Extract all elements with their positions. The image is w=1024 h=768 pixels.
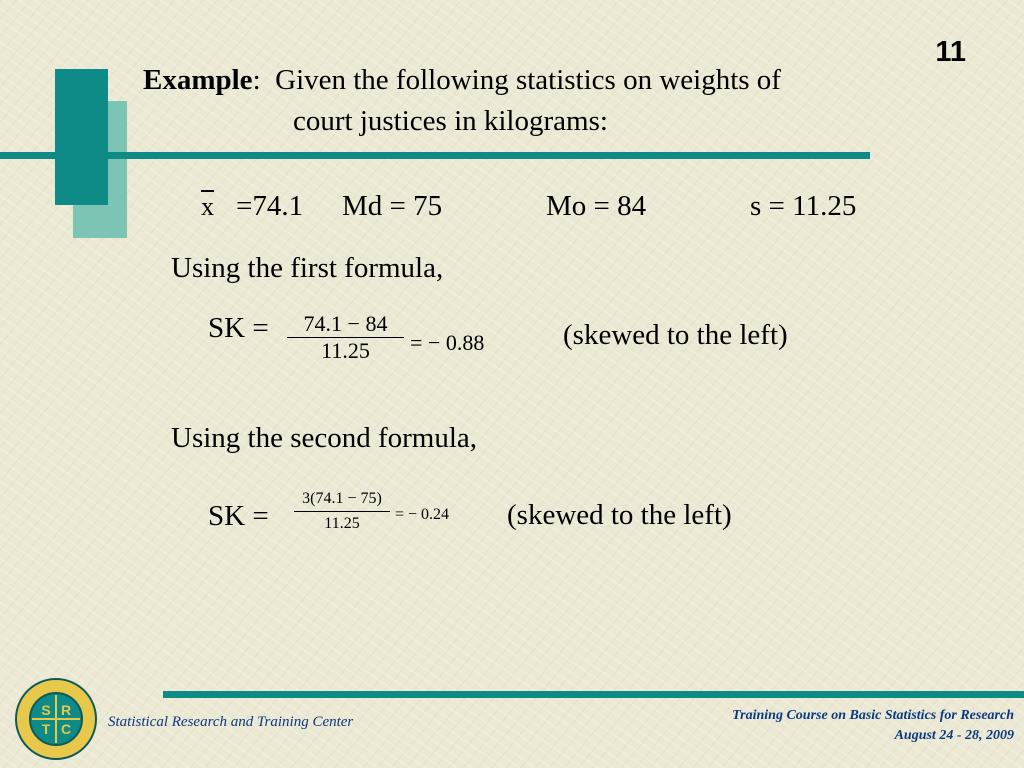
logo-letter-t: T bbox=[41, 721, 51, 737]
formula1-fraction bbox=[287, 311, 404, 364]
title-colon: : bbox=[252, 64, 261, 96]
stat-sd: s = 11.25 bbox=[750, 190, 857, 222]
xbar-symbol: x bbox=[201, 192, 214, 221]
logo-letter-s: S bbox=[41, 702, 51, 718]
formula1-result: = − 0.88 bbox=[410, 330, 485, 355]
footer-date: August 24 - 28, 2009 bbox=[894, 728, 1014, 743]
logo-letter-c: C bbox=[60, 721, 72, 737]
srtc-logo bbox=[14, 677, 98, 761]
footer-rule bbox=[163, 691, 1024, 698]
footer-course: Training Course on Basic Statistics for Research bbox=[732, 708, 1014, 723]
formula1-denominator: 11.25 bbox=[321, 338, 370, 363]
formula1-note: (skewed to the left) bbox=[563, 319, 788, 351]
slide-number: 11 bbox=[935, 36, 966, 68]
stat-median: Md = 75 bbox=[342, 190, 443, 222]
formula1-numerator: 74.1 − 84 bbox=[303, 311, 388, 336]
title-rule bbox=[0, 152, 870, 159]
formula1-label: SK = bbox=[208, 312, 269, 344]
formula2-intro: Using the second formula, bbox=[171, 422, 478, 454]
decor-square-dark bbox=[55, 69, 108, 205]
stat-mean: =74.1 bbox=[236, 190, 304, 222]
fraction-bar bbox=[294, 511, 390, 512]
footer-course-info bbox=[732, 706, 1014, 746]
title-line1: Given the following statistics on weights of bbox=[275, 64, 781, 96]
formula2-note: (skewed to the left) bbox=[507, 499, 732, 531]
formula2-result: = − 0.24 bbox=[395, 506, 450, 523]
formula1-intro: Using the first formula, bbox=[171, 252, 444, 284]
formula2-denominator: 11.25 bbox=[324, 515, 360, 532]
formula2-numerator: 3(74.1 − 75) bbox=[302, 490, 382, 507]
stat-mode: Mo = 84 bbox=[546, 190, 647, 222]
slide-title bbox=[143, 60, 781, 142]
title-line2: court justices in kilograms: bbox=[293, 105, 608, 137]
title-example-word: Example bbox=[143, 64, 253, 96]
formula2-fraction bbox=[294, 490, 390, 533]
logo-letter-r: R bbox=[60, 702, 72, 718]
footer-org: Statistical Research and Training Center bbox=[108, 714, 354, 730]
formula2-label: SK = bbox=[208, 500, 269, 532]
srtc-logo-icon bbox=[14, 677, 98, 761]
